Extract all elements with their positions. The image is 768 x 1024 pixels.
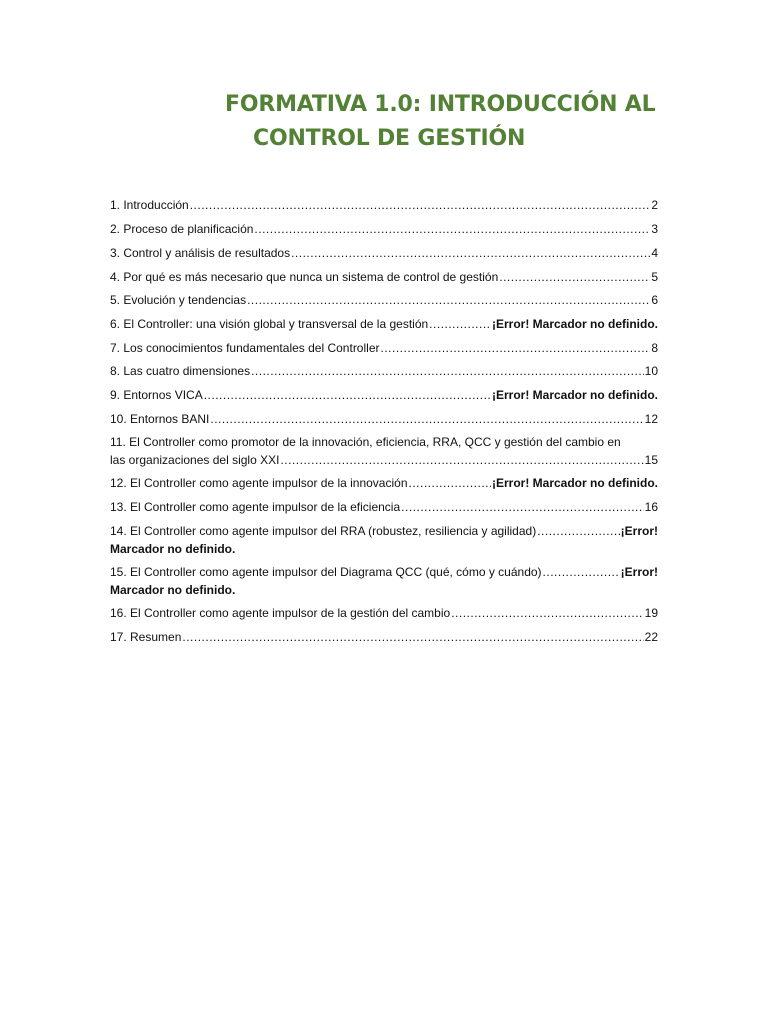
toc-entry-text: 13. El Controller como agente impulsor de la eficiencia (110, 500, 401, 514)
toc-entry-first-line: 11. El Controller como promotor de la innovación, eficiencia, RRA, QCC y gestión del cambio en (110, 435, 621, 449)
toc-entry-12[interactable] (110, 474, 658, 492)
toc-entry-3[interactable] (110, 244, 658, 262)
toc-entry-text: 1. Introducción (110, 198, 189, 212)
toc-page-number: 19 (644, 606, 658, 620)
toc-entry-6[interactable] (110, 315, 658, 333)
toc-entry-text: 8. Las cuatro dimensiones (110, 364, 251, 378)
toc-entry-9[interactable] (110, 386, 658, 404)
toc-page-number: 4 (651, 246, 658, 260)
toc-leader-dots (190, 196, 651, 214)
toc-leader-dots (247, 291, 650, 309)
toc-entry-1[interactable] (110, 196, 658, 214)
toc-entry-text: 17. Resumen (110, 630, 182, 644)
page-title (0, 88, 768, 156)
toc-leader-dots (182, 628, 643, 646)
toc-leader-dots (251, 362, 644, 380)
toc-entry-text: 3. Control y análisis de resultados (110, 246, 291, 260)
toc-error-text: ¡Error! (620, 565, 658, 579)
toc-entry-7[interactable] (110, 339, 658, 357)
toc-entry-2[interactable] (110, 220, 658, 238)
toc-entry-text: 7. Los conocimientos fundamentales del Controller (110, 341, 380, 355)
toc-leader-dots (210, 410, 643, 428)
toc-leader-dots (291, 244, 650, 262)
toc-entry-text: 2. Proceso de planificación (110, 222, 254, 236)
toc-page-number: 10 (644, 364, 658, 378)
toc-page-number: 12 (644, 412, 658, 426)
toc-leader-dots (401, 498, 643, 516)
toc-entry-10[interactable] (110, 410, 658, 428)
toc-entry-text: las organizaciones del siglo XXI (110, 453, 280, 467)
toc-entry-text: 15. El Controller como agente impulsor del Diagrama QCC (qué, cómo y cuándo) (110, 565, 542, 579)
toc-error-text: ¡Error! Marcador no definido. (491, 317, 658, 331)
toc-error-text: ¡Error! (620, 524, 658, 538)
toc-entry-text: 9. Entornos VICA (110, 388, 203, 402)
toc-entry-4[interactable] (110, 268, 658, 286)
toc-page-number: 2 (651, 198, 658, 212)
toc-leader-dots (280, 451, 643, 469)
toc-leader-dots (409, 474, 491, 492)
toc-leader-dots (380, 339, 650, 357)
toc-error-text: ¡Error! Marcador no definido. (491, 388, 658, 402)
toc-page-number: 15 (644, 453, 658, 467)
toc-entry-11[interactable] (110, 433, 658, 469)
toc-entry-text: 6. El Controller: una visión global y transversal de la gestión (110, 317, 429, 331)
toc-entry-13[interactable] (110, 498, 658, 516)
toc-leader-dots (499, 268, 650, 286)
toc-page-number: 3 (651, 222, 658, 236)
toc-leader-dots (429, 315, 491, 333)
toc-entry-text: 14. El Controller como agente impulsor del RRA (robustez, resiliencia y agilidad) (110, 524, 537, 538)
toc-entry-16[interactable] (110, 604, 658, 622)
toc-page-number: 22 (644, 630, 658, 644)
toc-entry-text: 12. El Controller como agente impulsor de la innovación (110, 476, 408, 490)
toc-entry-text: 16. El Controller como agente impulsor de la gestión del cambio (110, 606, 451, 620)
toc-page-number: 5 (651, 270, 658, 284)
toc-leader-dots (537, 522, 619, 540)
toc-entry-text: 5. Evolución y tendencias (110, 293, 247, 307)
toc-entry-text: 4. Por qué es más necesario que nunca un sistema de control de gestión (110, 270, 499, 284)
title-line-1: FORMATIVA 1.0: INTRODUCCIÓN AL (225, 92, 656, 117)
toc-error-continuation: Marcador no definido. (110, 542, 236, 556)
toc-entry-text: 10. Entornos BANI (110, 412, 210, 426)
toc-leader-dots (451, 604, 643, 622)
toc-error-text: ¡Error! Marcador no definido. (491, 476, 658, 490)
toc-leader-dots (254, 220, 650, 238)
toc-leader-dots (543, 563, 620, 581)
toc-entry-17[interactable] (110, 628, 658, 646)
toc-entry-14[interactable] (110, 522, 658, 558)
toc-entry-5[interactable] (110, 291, 658, 309)
toc-leader-dots (204, 386, 491, 404)
toc-entry-15[interactable] (110, 563, 658, 599)
toc-entry-8[interactable] (110, 362, 658, 380)
toc-page-number: 6 (651, 293, 658, 307)
toc-page-number: 8 (651, 341, 658, 355)
toc-page-number: 16 (644, 500, 658, 514)
toc-error-continuation: Marcador no definido. (110, 583, 236, 597)
title-line-2: CONTROL DE GESTIÓN (253, 126, 526, 151)
